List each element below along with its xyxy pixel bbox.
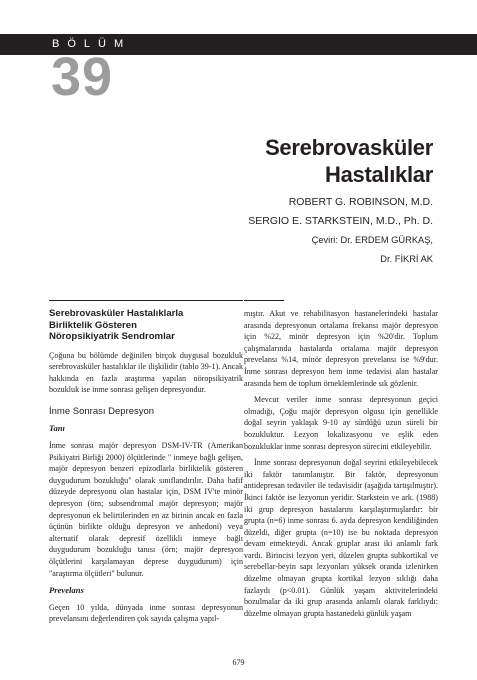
title-line-2: Hastalıklar — [325, 162, 433, 187]
paragraph-right-2: Mevcut veriler inme sonrası depresyonun geçici olmadığı, Çoğu majör depresyon olgusu için genellikle doğal seyrin yaklaşık 9-10 ay sürdüğü uzun süreli bir bozukluktur. Lezyon lokalizasyonu ve eşlik eden bozukluklar inme sonrası depresyon sürecini etkileyebilir. — [244, 395, 438, 451]
paragraph-intro: Çoğuna bu bölümde değinilen birçok duygusal bozukluk serebrovasküler hastalıklar ile ilişkilidir (tablo 39-1). Ancak hakkında en fazla araştırma yapılan nöropsikiyatrik bozukluk ise inme sonrası gelişen depresyondur. — [49, 350, 243, 395]
translator-2: Dr. FİKRİ AK — [380, 254, 433, 264]
chapter-number: 39 — [51, 47, 114, 107]
chapter-label: BÖLÜM — [52, 38, 132, 50]
subheading-post-stroke-depression: İnme Sonrası Depresyon — [49, 405, 155, 417]
left-column — [49, 300, 243, 625]
right-column-rule — [244, 300, 284, 301]
translator-1: Çeviri: Dr. ERDEM GÜRKAŞ, — [311, 235, 433, 245]
paragraph-right-1: mıştır. Akut ve rehabilitasyon hastanelerindeki hastalar arasında depresyonun ortalama frekansı majör depresyon için %22, minör depresyon için %20'dir. Toplum çalışmalarında hastalarda ortalama majör depresyon prevelansı %14, minör depresyon prevelansı ise %9'dur. İnme sonrası depresyon hem inme tedavisi alan hastalar arasında hem de toplum örneklemlerinde sık gözlenir. — [244, 309, 438, 388]
title-line-1: Serebrovasküler — [265, 135, 433, 160]
section-heading-line-3: Nöropsikiyatrik Sendromlar — [49, 331, 175, 342]
section-heading — [49, 308, 243, 343]
left-column-rule — [49, 300, 243, 301]
paragraph-diagnosis: İnme sonrası majör depresyon DSM-IV-TR (Amerikan Psikiyatri Birliği 2000) ölçütlerinde " inmeye bağlı gelişen, majör depresyon benzeri epizodlarla birliktelik gösteren duygudurum bozukluğu" olarak sınıflandırılır. Daha hafif düzeyde depresyonu olan hastalar için, DSM IV'te minör depresyon (örn; subsendromal majör depresyon; majör depresyonun ek belirtilerinden en az birinin ancak en fazla üçünün birlikte olduğu depresyon ve anhedoni) veya alternatif olarak depresif özellikli inmeye bağlı duygudurum bozukluğu tanısı (örn; majör depresyon ölçütlerini karşılamayan deprese duygudurum) için "araştırma ölçütleri" bulunur. — [49, 441, 243, 578]
section-heading-line-2: Birliktelik Gösteren — [49, 319, 137, 331]
authors-block — [248, 193, 433, 269]
right-column — [244, 300, 438, 619]
subsubheading-diagnosis: Tanı — [49, 423, 65, 434]
paragraph-right-3: İnme sonrası depresyonun doğal seyrini etkileyebilecek iki faktör tanımlanıştır. Bir faktör, depresyonun antidepresan tedaviler ile tedavisidir (aşağıda tartışılmıştır). İkinci faktör ise lezyonun yeridir. Starkstein ve ark. (1988) iki grup depresyon hastalarını karşılaştırmışlardır: bir grupta (n=6) inme sonrası 6. ayda depresyon kendiliğinden düzeldi, diğer grupta (n=10) ise bu noktada depresyon devam etmekteydi. Ancak gruplar arası iki anlamlı fark vardı. Birincisi lezyon yeri, düzelen grupta subkortikal ve serebellar-beyin sapı lezyonları yüksek oranda izlenirken düzelme olmayan grupta kortikal lezyon sıklığı daha fazlaydı (p<0.01). Günlük yaşam aktivitelerindeki bozulmalar da iki grup arasında anlamlı olarak farklıydı: düzelme olmayan grupta hastanedeki günlük yaşam — [244, 458, 438, 618]
subsubheading-prevalence: Prevelans — [49, 585, 84, 596]
paragraph-prevalence: Geçen 10 yılda, dünyada inme sonrası depresyonun prevelansını değerlendiren çok sayıda çalışma yapıl- — [49, 602, 243, 624]
author-1: ROBERT G. ROBINSON, M.D. — [288, 196, 433, 208]
section-heading-line-1: Serebrovasküler Hastalıklarla — [49, 308, 184, 319]
chapter-title — [265, 134, 433, 188]
page-number: 679 — [232, 658, 245, 667]
author-2: SERGIO E. STARKSTEIN, M.D., Ph. D. — [248, 215, 433, 227]
